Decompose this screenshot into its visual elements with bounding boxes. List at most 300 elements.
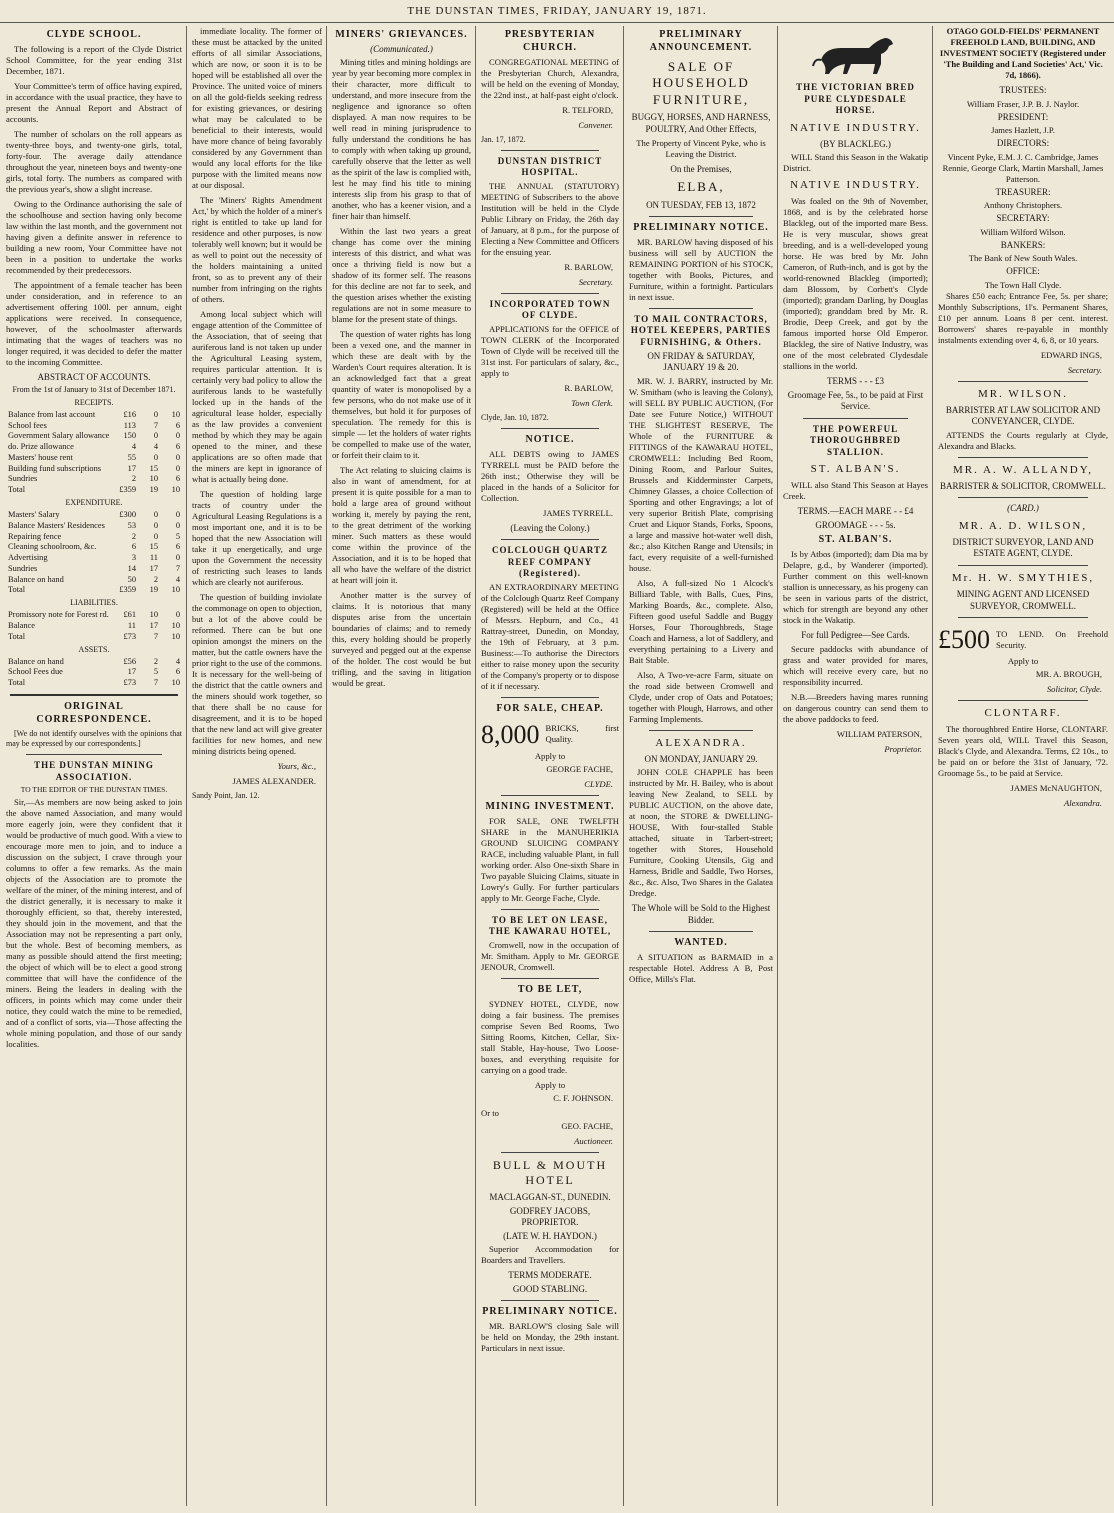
ad-title: Mr. H. W. SMYTHIES, bbox=[951, 571, 1095, 584]
expenditure-title: EXPENDITURE. bbox=[65, 497, 123, 507]
account-cell-s: 4 bbox=[153, 442, 158, 452]
horse-ad-title: THE VICTORIAN BRED PURE CLYDESDALE HORSE. bbox=[796, 82, 915, 116]
label: SECRETARY: bbox=[996, 213, 1050, 224]
ad-body: FOR SALE, ONE TWELFTH SHARE in the MANUHERIKIA GROUND SLUICING COMPANY RACE, including valuable Plant, in full working order. Also One-sixth Share in Two payable Sluicing Claims, situate in Lowry's Gully. For further particulars apply to Mr. George Fache, Clyde. bbox=[481, 815, 619, 903]
account-cell-s: 19 bbox=[149, 485, 158, 495]
ad-groomage: Groomage Fee, 5s., to be paid at First Service. bbox=[787, 389, 924, 412]
card-label: (CARD.) bbox=[1007, 503, 1039, 514]
ad-body: The Property of Vincent Pyke, who is Leaving the District. bbox=[636, 137, 766, 159]
account-cell-s: 15 bbox=[149, 463, 158, 473]
paragraph: Owing to the Ordinance authorising the sale of the schoolhouse and section having only become law within the last month, and the government not having given a definite answer in reference to building a new room, Your Committee have not been in a position to undertake the works recommended by their predecessors. bbox=[6, 198, 182, 275]
divider bbox=[803, 418, 908, 419]
account-cell-s: 7 bbox=[153, 678, 158, 688]
ad-date: Clyde, Jan. 10, 1872. bbox=[481, 412, 549, 422]
ad-or: Or to bbox=[481, 1107, 499, 1118]
ad-body: A SITUATION as BARMAID in a respectable Hotel. Address A B, Post Office, Mills's Flat. bbox=[629, 951, 773, 984]
loan-text: TO LEND. On Freehold Security. bbox=[996, 628, 1108, 650]
ad-title: PRESBYTERIAN CHURCH. bbox=[504, 29, 596, 53]
ad-groomage: GROOMAGE - - - 5s. bbox=[815, 519, 896, 530]
ad-date: ON MONDAY, JANUARY 29. bbox=[644, 753, 758, 764]
account-cell-s: 7 bbox=[153, 420, 158, 430]
column-5 bbox=[625, 26, 777, 1506]
divider bbox=[501, 150, 599, 151]
liabilities-title: LIABILITIES. bbox=[70, 598, 118, 608]
ad-body: CONGREGATIONAL MEETING of the Presbyterian Church, Alexandra, will be held on the evening of Monday, the 22nd inst., at half-past eight o'clock. bbox=[481, 56, 619, 100]
account-cell-d: 10 bbox=[171, 621, 180, 630]
ad-body: The thoroughbred Entire Horse, CLONTARF. Seven years old, WILL Travel this Season, Black's Clyde, and Alexandra. Terms, £2 10s., to be paid on or before the 31st of January, '72. Groomage 5s., to be paid at Service. bbox=[938, 724, 1108, 779]
ad-title: TO MAIL CONTRACTORS, HOTEL KEEPERS, PARTIES FURNISHING, & Others. bbox=[630, 313, 772, 347]
account-cell-item: Masters' Salary bbox=[8, 510, 60, 520]
liabilities-table bbox=[6, 610, 182, 642]
account-row bbox=[6, 585, 182, 596]
label: BANKERS: bbox=[1000, 239, 1046, 250]
ad-role: Alexandra. bbox=[1064, 798, 1102, 809]
account-cell-d: 0 bbox=[175, 431, 180, 441]
ad-proprietor: GODFREY JACOBS, PROPRIETOR. bbox=[509, 1205, 591, 1228]
ad-apply: Apply to bbox=[534, 1079, 566, 1090]
ad-stabling: GOOD STABLING. bbox=[512, 1283, 588, 1294]
account-cell-l: £300 bbox=[119, 510, 136, 520]
ad-signature: WILLIAM PATERSON, bbox=[836, 728, 922, 739]
account-cell-d: 10 bbox=[171, 631, 180, 641]
ad-body: Cromwell, now in the occupation of Mr. Smitham. Apply to Mr. GEORGE JENOUR, Cromwell. bbox=[481, 939, 619, 972]
account-row bbox=[6, 657, 182, 668]
ad-on: On the Premises, bbox=[670, 163, 732, 174]
account-cell-d: 10 bbox=[171, 585, 180, 595]
account-cell-item: School fees bbox=[8, 420, 47, 430]
account-cell-item: Total bbox=[8, 631, 26, 641]
abstract-title: ABSTRACT OF ACCOUNTS. bbox=[37, 371, 151, 382]
account-row bbox=[6, 521, 182, 532]
ad-pedigree: For full Pedigree—See Cards. bbox=[801, 630, 910, 641]
account-cell-l: 113 bbox=[123, 420, 136, 430]
paragraph: The appointment of a female teacher has been under consideration, and in reference to an advertisement offering 100l. per annum, eight applications were received. In consequence, however, of the schoolmaster afterwards intimating that the wages of teachers was no longer required, it was decided to defer the matter to the incoming Committee. bbox=[6, 279, 182, 367]
miners-grievances-title: MINERS' GRIEVANCES. bbox=[335, 29, 468, 40]
receipts-table bbox=[6, 410, 182, 496]
account-cell-d: 6 bbox=[175, 474, 180, 484]
letter-body: Sir,—As members are now being asked to join the above named Association, and many would more eagerly join, were they confident that it would be productive of much good. With a view to encourage more men to join, and to induce a discussion on the subject, I crave through your columns to offer a few remarks. As the main objects of the Association are to promote the welfare of the miner, of the mining interest, and of the district generally, it is necessary to make it thoroughly efficient, so that, thereby interested, they should join in the movement, and that the Association may not be representing a part only, but the whole. Best of becoming members, as many as possible should attend the first meeting; the object of which will be to elect a good strong committee that will have the confidence of the miners. Being the leaders in dealing with the officers, in points which may come under their notice, they could watch the mine to be remedied, and of a conflict of sorts, via—Those affecting the whole mining population, and those of our sandy localities. bbox=[6, 796, 182, 1049]
account-cell-item: Balance bbox=[8, 621, 35, 630]
account-row bbox=[6, 464, 182, 475]
page-header bbox=[0, 0, 1114, 23]
account-cell-item: Building fund subscriptions bbox=[8, 463, 102, 473]
account-cell-d: 0 bbox=[175, 553, 180, 563]
account-cell-l: 53 bbox=[127, 520, 136, 530]
divider bbox=[649, 730, 753, 731]
divider bbox=[958, 565, 1088, 566]
ad-signature: GEORGE FACHE, bbox=[546, 764, 613, 775]
ad-footer: The Whole will be Sold to the Highest Bidder. bbox=[631, 903, 771, 925]
ad-title: CLONTARF. bbox=[984, 707, 1062, 720]
ad-title: DUNSTAN DISTRICT HOSPITAL. bbox=[497, 155, 603, 178]
ad-place: ELBA, bbox=[677, 179, 725, 195]
value: The Town Hall Clyde. bbox=[984, 279, 1062, 290]
horse-name: ST. ALBAN'S. bbox=[810, 463, 901, 476]
label: TRUSTEES: bbox=[999, 85, 1047, 95]
account-cell-d: 7 bbox=[175, 563, 180, 573]
ad-signature: C. F. JOHNSON. bbox=[553, 1092, 613, 1103]
account-cell-l: 6 bbox=[131, 542, 136, 552]
ad-note: (Leaving the Colony.) bbox=[510, 522, 590, 533]
divider bbox=[649, 216, 753, 217]
ad-title: PRELIMINARY NOTICE. bbox=[482, 1306, 618, 1318]
page-title: THE DUNSTAN TIMES, FRIDAY, JANUARY 19, 1871. bbox=[407, 5, 707, 17]
horse-icon bbox=[811, 30, 901, 78]
account-cell-d: 6 bbox=[175, 542, 180, 552]
account-cell-d: 0 bbox=[175, 510, 180, 520]
ad-title: WANTED. bbox=[674, 937, 728, 949]
account-cell-d: 6 bbox=[175, 420, 180, 430]
divider bbox=[649, 931, 753, 932]
expenditure-table bbox=[6, 510, 182, 596]
ad-body: N.B.—Breeders having mares running on dangerous country can send them to the above paddocks to feed. bbox=[783, 691, 928, 724]
account-row bbox=[6, 632, 182, 643]
divider bbox=[501, 909, 599, 910]
receipts-title: RECEIPTS. bbox=[74, 397, 114, 407]
account-cell-s: 0 bbox=[153, 431, 158, 441]
account-cell-s: 17 bbox=[149, 563, 158, 573]
account-cell-l: 4 bbox=[131, 442, 136, 452]
account-row bbox=[6, 510, 182, 521]
account-row bbox=[6, 431, 182, 442]
account-cell-l: 17 bbox=[127, 667, 136, 677]
ad-title: PRELIMINARY ANNOUNCEMENT. bbox=[649, 29, 753, 53]
account-cell-d: 0 bbox=[175, 520, 180, 530]
account-row bbox=[6, 575, 182, 586]
ad-role: Solicitor, Clyde. bbox=[1046, 684, 1102, 695]
ad-body: Superior Accommodation for Boarders and Travellers. bbox=[481, 1244, 619, 1266]
account-cell-s: 17 bbox=[149, 621, 158, 630]
account-row bbox=[6, 442, 182, 453]
account-row bbox=[6, 621, 182, 632]
ad-terms: TERMS.—EACH MARE - - £4 bbox=[797, 506, 914, 517]
ad-body: AN EXTRAORDINARY MEETING of the Colclough Quartz Reef Company (Registered) will be held at the Office of Messrs. Hepburn, and Co., 41 Rattray-street, Dunedin, on Monday, the 19th of February, at 3 p.m. Business:—To authorise the Directors either to raise money upon the security of the Company's property or to dispose of it if necessary. bbox=[481, 581, 619, 691]
account-cell-l: 2 bbox=[131, 474, 136, 484]
letter-author: JAMES ALEXANDER. bbox=[232, 776, 316, 786]
account-row bbox=[6, 410, 182, 421]
account-cell-item: Balance on hand bbox=[8, 574, 64, 584]
account-cell-s: 15 bbox=[149, 542, 158, 552]
divider bbox=[958, 700, 1088, 701]
ad-signature: JAMES McNAUGHTON, bbox=[1010, 783, 1102, 794]
editorial-note: [We do not identify ourselves with the opinions that may be expressed by our correspondents.] bbox=[6, 728, 182, 748]
account-cell-item: Total bbox=[8, 585, 26, 595]
account-cell-item: Balance Masters' Residences bbox=[8, 520, 105, 530]
account-cell-item: Total bbox=[8, 485, 26, 495]
account-cell-item: Sundries bbox=[8, 563, 38, 573]
ad-body: Is by Atbos (imported); dam Dia ma by Delapre, g.d., by Wanderer (imported). Further comment on this well-known stallion is unnecessary, as his progeny can be seen in various parts of the district, which for strength are beyond any other stock in the Wakatip. bbox=[783, 549, 928, 626]
label: OFFICE: bbox=[1006, 266, 1040, 277]
ad-body: Secure paddocks with abundance of grass and water provided for mares, which will receive every care, but no responsibility incurred. bbox=[783, 643, 928, 687]
ad-title: INCORPORATED TOWN OF CLYDE. bbox=[489, 298, 611, 321]
bricks-text: BRICKS, first Quality. bbox=[545, 723, 619, 745]
account-cell-s: 5 bbox=[153, 667, 158, 677]
account-cell-d: 0 bbox=[175, 452, 180, 462]
ad-role: Auctioneer. bbox=[574, 1135, 613, 1146]
account-cell-s: 7 bbox=[153, 631, 158, 641]
ad-apply: Apply to bbox=[1007, 656, 1039, 667]
account-cell-d: 0 bbox=[175, 463, 180, 473]
account-cell-d: 10 bbox=[171, 485, 180, 495]
account-cell-l: 2 bbox=[131, 531, 136, 541]
divider bbox=[958, 381, 1088, 382]
account-cell-item: do. Prize allowance bbox=[8, 442, 74, 452]
ad-signature: R. BARLOW, bbox=[564, 382, 613, 393]
ad-subtitle: BARRISTER AT LAW SOLICITOR AND CONVEYANCER, CLYDE. bbox=[945, 404, 1101, 427]
account-cell-item: Promissory note for Forest rd. bbox=[8, 610, 109, 620]
account-cell-item: Balance on hand bbox=[8, 656, 64, 666]
ad-signature: MR. A. BROUGH, bbox=[1035, 669, 1102, 680]
column-rule bbox=[326, 26, 327, 1506]
account-row bbox=[6, 474, 182, 485]
ad-role: Convener. bbox=[578, 119, 613, 130]
account-cell-l: £73 bbox=[123, 631, 136, 641]
account-cell-s: 0 bbox=[153, 531, 158, 541]
label: TREASURER: bbox=[995, 186, 1051, 197]
ad-headline: SALE OF HOUSEHOLD FURNITURE, bbox=[652, 58, 750, 107]
column-rule bbox=[777, 26, 778, 1506]
column-4 bbox=[477, 26, 623, 1506]
account-cell-l: £61 bbox=[123, 610, 136, 620]
paragraph: The Act relating to sluicing claims is also in want of amendment, for at present it is quite possible for a man to hold a large area of ground without working it, merely by paying the rent, to the great detriment of the working miner. Such matters as these would come within the province of the Association, and it is to be hoped that all who have the welfare of the district at heart will join it. bbox=[332, 465, 471, 586]
ad-body: MR. W. J. BARRY, instructed by Mr. W. Smitham (who is leaving the Colony), will SELL BY PUBLIC AUCTION, (For Date see Future Notice,) WITHOUT THE SLIGHTEST RESERVE, The Whole of the FURNITURE & FITTINGS of the KAWARAU HOTEL, CROMWELL: Including Bed Room, Dining Room, and Parlour Suites, Brussels and Kidderminster Carpets, Chimney Glasses, a choice Collection of Sporting and other Engravings; a lot of very superior British Plate, comprising Cruet and Liquor Stands, Forks, Spoons, a large and massive hot-water well dish, &c.; also Kitchen Range and Utensils; in fact, every requisite of a well-furnished house. bbox=[629, 375, 773, 573]
divider bbox=[501, 539, 599, 540]
ad-title: PRELIMINARY NOTICE. bbox=[633, 222, 769, 234]
original-correspondence-title: ORIGINAL CORRESPONDENCE. bbox=[36, 700, 152, 725]
ad-body: MR. BARLOW having disposed of his business will sell by AUCTION the REMAINING PORTION of his STOCK, together with Books, Pictures, and Furniture, within a fortnight. Particulars in next issue. bbox=[629, 236, 773, 302]
ad-body: ATTENDS the Courts regularly at Clyde, Alexandra and Blacks. bbox=[938, 429, 1108, 451]
divider bbox=[958, 497, 1088, 498]
account-cell-l: 55 bbox=[127, 452, 136, 462]
paragraph: Another matter is the survey of claims. It is notorious that many disputes arise from the uncertain boundaries of claims; and to remedy this, every holding should be properly surveyed and pegged out at the expense of the holder. The cost would be but trifling, and the saving in litigation would be great. bbox=[332, 590, 471, 689]
account-cell-s: 11 bbox=[149, 553, 158, 563]
ad-date: Jan. 17, 1872. bbox=[481, 134, 526, 144]
value: Vincent Pyke, E.M. J. C. Cambridge, James Rennie, George Clark, Martin Marshall, James Patterson. bbox=[942, 151, 1104, 184]
ad-apply: Apply to bbox=[534, 751, 566, 762]
account-cell-l: £16 bbox=[123, 409, 136, 419]
column-rule bbox=[186, 26, 187, 1506]
column-rule bbox=[932, 26, 933, 1506]
ad-title: ALEXANDRA. bbox=[655, 736, 747, 749]
letter-title: THE DUNSTAN MINING ASSOCIATION. bbox=[34, 760, 154, 782]
letter-to: TO THE EDITOR OF THE DUNSTAN TIMES. bbox=[20, 785, 168, 795]
account-cell-l: £359 bbox=[119, 585, 136, 595]
account-row bbox=[6, 678, 182, 689]
account-cell-s: 19 bbox=[149, 585, 158, 595]
ad-body: WILL also Stand This Season at Hayes Creek. bbox=[783, 480, 928, 502]
value: The Bank of New South Wales. bbox=[968, 253, 1078, 264]
ad-body: Was foaled on the 9th of November, 1868, and is by the celebrated horse Blackleg, out of the imported mare Bess. He is very muscular, shows great breeding, and is a well-developed young horse. He was bred by Mr. John Cameron, of Ruth-inch, and is got by the world-renowned Blackleg (imported); dam Blossom, by Corbett's Clyde (imported); grandam Darling, by Douglas (imported); granddam bred by Mr. R. Brodie, Deep Creek, and got by the famous imported horse Old Emperor. Blackleg, the sire of Native Industry, was one of the most celebrated Clydesdale stallions in the world. bbox=[783, 196, 928, 372]
account-cell-d: 6 bbox=[175, 442, 180, 452]
account-cell-l: 11 bbox=[127, 621, 136, 630]
column-1 bbox=[2, 26, 186, 1506]
ad-title: BULL & MOUTH HOTEL bbox=[492, 1157, 608, 1188]
account-cell-item: School Fees due bbox=[8, 667, 63, 677]
account-cell-l: 14 bbox=[127, 563, 136, 573]
ad-body: JOHN COLE CHAPPLE has been instructed by Mr. H. Bailey, who is about leaving New Zealand, to SELL by PUBLIC AUCTION, on the above date, at noon, the STORE & DWELLING-HOUSE, With four-stalled Stable attached, situate in Tarbert-street; together with Stores, Household Furniture, Cooking Utensils, Gig and Harness, Bridle and Saddle, Two Horses, &c., &c. Also, Two Shares in the Galatea Dredge. bbox=[629, 767, 773, 899]
ad-role: Proprietor. bbox=[884, 743, 922, 754]
ad-title: MR. WILSON. bbox=[978, 387, 1068, 400]
paragraph: The question of water rights has long been a vexed one, and the manner in which these are dealt with by the Warden's Court requires alteration. It is an acknowledged fact that a great quantity of water is monopolised by a few persons, who do not make use of it themselves, but hold it for purposes of speculation. The remedy for this is simple — let the holders of water rights be compelled to make use of the water, or forfeit their claim to it. bbox=[332, 329, 471, 461]
ad-title: COLCLOUGH QUARTZ REEF COMPANY (Registered). bbox=[492, 545, 608, 579]
ad-body: Shares £50 each; Entrance Fee, 5s. per share; Monthly Subscriptions, 1l's. Permanent Shares, £10 per annum. Loans 8 per cent. interest. Borrowers' shares re-payable in monthly instalments extending over 4, 6, 8, or 10 years. bbox=[938, 290, 1108, 345]
account-cell-item: Advertising bbox=[8, 553, 48, 563]
ad-terms: TERMS - - - £3 bbox=[827, 376, 884, 387]
account-cell-l: £73 bbox=[123, 678, 136, 688]
account-cell-d: 4 bbox=[175, 574, 180, 584]
account-cell-item: Balance from last account bbox=[8, 409, 96, 419]
ad-subtitle: BARRISTER & SOLICITOR, CROMWELL. bbox=[939, 480, 1107, 491]
account-cell-s: 0 bbox=[153, 452, 158, 462]
account-cell-item: Masters' house rent bbox=[8, 452, 73, 462]
ad-body: Also, A Two-ve-acre Farm, situate on the road side between Cromwell and Clyde, under crop of Oats and Potatoes; together with Plough, Harrows, and other Farming Implements. bbox=[629, 669, 773, 724]
letter-signoff: Yours, &c., bbox=[277, 761, 316, 771]
paragraph: immediate locality. The former of these must be attacked by the united efforts of all similar Associations, which are now, or soon it is to be hoped will be established all over the Province. The united voice of miners on all the gold-fields seeking redress for existing grievances, or desiring what may be calculated to be beneficial to their interests, would have more chance of being favorably considered by any Government than would any local efforts for the like purpose with the limited means now at our disposal. bbox=[192, 26, 322, 190]
horse-sire: (BY BLACKLEG.) bbox=[820, 138, 891, 149]
ad-body: Also, A full-sized No 1 Alcock's Billiard Table, with Balls, Cues, Pins, Marking Boards, &c., complete. Also, Fifteen good useful Saddle and Buggy Horses, Four Thoroughbreds, Stage Coach and Harness, a lot of Saddlery, and everything pertaining to a Livery and Bait Stable. bbox=[629, 577, 773, 665]
account-cell-item: Government Salary allowance bbox=[8, 431, 110, 441]
account-row bbox=[6, 610, 182, 621]
divider bbox=[26, 754, 162, 755]
assets-title: ASSETS. bbox=[78, 644, 110, 654]
account-cell-d: 6 bbox=[175, 667, 180, 677]
paragraph: Your Committee's term of office having expired, in accordance with the usual practice, they have to present the Annual Report and Abstract of accounts. bbox=[6, 80, 182, 124]
ad-title: THE POWERFUL THOROUGHBRED STALLION. bbox=[809, 423, 901, 457]
account-cell-d: 4 bbox=[175, 656, 180, 666]
divider bbox=[649, 308, 753, 309]
ad-subtitle: MINING AGENT AND LICENSED SURVEYOR, CROMWELL. bbox=[956, 589, 1090, 611]
ad-title: NOTICE. bbox=[525, 434, 575, 446]
abstract-subtitle: From the 1st of January to 31st of December 1871. bbox=[12, 385, 176, 395]
ad-role: Secretary. bbox=[1067, 364, 1102, 375]
divider bbox=[501, 1152, 599, 1153]
ad-subtitle: DISTRICT SURVEYOR, LAND AND ESTATE AGENT, CLYDE. bbox=[952, 536, 1094, 559]
account-cell-s: 10 bbox=[149, 474, 158, 484]
account-cell-s: 0 bbox=[153, 510, 158, 520]
assets-table bbox=[6, 657, 182, 689]
account-row bbox=[6, 421, 182, 432]
column-2 bbox=[188, 26, 326, 1506]
ad-title: FOR SALE, CHEAP. bbox=[496, 702, 604, 714]
value: William Wilford Wilson. bbox=[980, 226, 1066, 237]
column-rule bbox=[623, 26, 624, 1506]
ad-body: SYDNEY HOTEL, CLYDE, now doing a fair business. The premises comprise Seven Bed Rooms, Two Sitting Rooms, Kitchen, Cellar, Six-stall Stable, Hay-house, Two Loose-boxes, and everything requisite for carrying on a good trade. bbox=[481, 998, 619, 1075]
loan-ad bbox=[938, 623, 1108, 656]
ad-body: ALL DEBTS owing to JAMES TYRRELL must be PAID before the 26th inst.; Otherwise they will be placed in the hands of a Solicitor for Collection. bbox=[481, 448, 619, 503]
account-cell-item: Repairing fence bbox=[8, 531, 62, 541]
paragraph: The following is a report of the Clyde District School Committee, for the year ending 31st December, 1871. bbox=[6, 43, 182, 76]
ad-subtitle: MACLAGGAN-ST., DUNEDIN. bbox=[489, 1192, 611, 1203]
account-row bbox=[6, 542, 182, 553]
account-row bbox=[6, 453, 182, 464]
paragraph: The question of holding large tracts of country under the Agricultural Leasing Regulations is a most important one, and it is to be hoped that the new Association will take it up energetically, and urge upon the Government the necessity of restricting such leases to lands which are clearly not auriferous. bbox=[192, 489, 322, 587]
account-cell-l: 3 bbox=[131, 553, 136, 563]
horse-name: NATIVE INDUSTRY. bbox=[790, 179, 921, 192]
ad-body: APPLICATIONS for the OFFICE of TOWN CLERK of the Incorporated Town of Clyde will be received till the 31st inst. For particulars of salary, &c., apply to bbox=[481, 323, 619, 378]
ad-place: CLYDE. bbox=[584, 779, 613, 790]
account-row bbox=[6, 485, 182, 496]
ad-body: MR. BARLOW'S closing Sale will be held on Monday, the 29th instant. Particulars in next issue. bbox=[481, 1321, 619, 1354]
paragraph: Within the last two years a great change has come over the mining interests of this district, and what was once a thriving field is now but a shadow of its former self. The reasons for this decline are not far to seek, and the question arises whether the existing regulations are not in some measure to blame for the present state of things. bbox=[332, 226, 471, 325]
account-cell-l: £56 bbox=[123, 656, 136, 666]
ad-role: Town Clerk. bbox=[571, 397, 613, 408]
bricks-ad bbox=[481, 718, 619, 751]
account-cell-l: 150 bbox=[123, 431, 136, 441]
paragraph: The question of building inviolate the commonage on open to objection, but a lot of the above could be reformed. There can be but one opinion amongst the miners on the matter, but the cattle owners have the prior right to the use of the commons. It is necessary for the well-being of the district that the cattle owners and the miners should work together, so that there shall be no cause for disagreement, and it is to be hoped that the new land act will give greater facilities for new homes, and new mining districts being opened. bbox=[192, 592, 322, 756]
label: PRESIDENT: bbox=[997, 111, 1049, 122]
account-cell-d: 10 bbox=[171, 409, 180, 419]
value: Anthony Christophers. bbox=[983, 200, 1063, 211]
ad-signature: R. TELFORD, bbox=[562, 104, 613, 115]
column-6 bbox=[779, 26, 932, 1506]
horse-name: NATIVE INDUSTRY. bbox=[790, 121, 921, 134]
ad-date: ON TUESDAY, FEB 13, 1872 bbox=[646, 199, 756, 210]
account-row bbox=[6, 564, 182, 575]
bricks-quantity: 8,000 bbox=[481, 719, 540, 749]
column-rule bbox=[475, 26, 476, 1506]
paragraph: Among local subject which will engage attention of the Committee of the Association, that of seeing that auriferous land is not taken up under the Agricultural Leasing system, requires particular attention. It is certainly very bad policy to allow the auriferous lands to be wastefully locked up in the hands of the agricultural lease holder, especially as the law provides a convenient method by which they may be again opened to the miner, and these applications are so often made that the miners are kept in ignorance of what is actually being done. bbox=[192, 309, 322, 484]
divider bbox=[501, 1300, 599, 1301]
ad-title: MR. A. D. WILSON, bbox=[958, 519, 1088, 532]
paragraph: The number of scholars on the roll appears as twenty-three boys, and twenty-one girls, total, forty-four. The average daily attendance throughout the year, nineteen boys and twenty-one girls, total forty. The numbers as compared with the previous year's, show a slight increase. bbox=[6, 128, 182, 194]
label: DIRECTORS: bbox=[996, 138, 1050, 149]
ad-signature: EDWARD INGS, bbox=[1040, 349, 1102, 360]
ad-signature: JAMES TYRRELL. bbox=[542, 507, 613, 518]
account-cell-s: 2 bbox=[153, 574, 158, 584]
ad-date: ON FRIDAY & SATURDAY, JANUARY 19 & 20. bbox=[647, 350, 755, 373]
ad-title: OTAGO GOLD-FIELDS' PERMANENT FREEHOLD LAND, BUILDING, AND INVESTMENT SOCIETY (Registered under 'The Building and Land Societies' Act,' Vic. 7d, 1866). bbox=[939, 26, 1107, 80]
account-cell-item: Cleaning schoolroom, &c. bbox=[8, 542, 97, 552]
paragraph: Mining titles and mining holdings are year by year becoming more complex in their character, more difficult to understand, and more insecure from the negligence and ignorance so often displayed. A man now requires to be well read in mining jurisprudence to fully understand the conditions he has to comply with when taking up ground, carefully observe that the letter as well as the spirit of the law is complied with, lest he may find his title to mining interests slip from his grasp to that of another, who has a keener vision, and a finer hair than himself. bbox=[332, 57, 471, 222]
loan-amount: £500 bbox=[938, 625, 990, 655]
ad-terms: TERMS MODERATE. bbox=[508, 1270, 592, 1281]
account-cell-d: 0 bbox=[175, 610, 180, 620]
ad-title: MR. A. W. ALLANDY, bbox=[952, 463, 1093, 476]
account-row bbox=[6, 553, 182, 564]
ad-title: TO BE LET, bbox=[517, 983, 583, 995]
ad-body: THE ANNUAL (STATUTORY) MEETING of Subscribers to the above Institution will be held in the Clyde Public Library on Friday, the 26th day of January, at 8 p.m., for the purpose of Electing a New Committee and Officers for the ensuing year. bbox=[481, 180, 620, 257]
account-cell-item: Total bbox=[8, 678, 26, 688]
account-cell-item: Sundries bbox=[8, 474, 38, 484]
column-3 bbox=[328, 26, 475, 1506]
account-cell-l: £359 bbox=[119, 485, 136, 495]
divider bbox=[501, 697, 599, 698]
divider bbox=[501, 428, 599, 429]
ad-signature: GEO. FACHE, bbox=[561, 1120, 613, 1131]
account-cell-d: 10 bbox=[171, 678, 180, 688]
paragraph: The 'Miners' Rights Amendment Act,' by which the holder of a miner's right is entitled to take up land for residence and other purposes, is now tolerably well known; but it would be as well to point out the necessity of the holders maintaining a united front, so as to prevent any of their number from infringing on the rights of others. bbox=[192, 195, 322, 304]
divider bbox=[501, 795, 599, 796]
divider bbox=[958, 457, 1088, 458]
ad-subtitle: BUGGY, HORSES, AND HARNESS, POULTRY, And Other Effects, bbox=[631, 112, 771, 134]
horse-name: ST. ALBAN'S. bbox=[818, 534, 893, 546]
account-row bbox=[6, 532, 182, 543]
value: James Hazlett, J.P. bbox=[991, 125, 1055, 136]
clyde-school-title: CLYDE SCHOOL. bbox=[46, 29, 142, 40]
ad-title: MINING INVESTMENT. bbox=[485, 801, 615, 813]
divider bbox=[10, 694, 178, 696]
ad-late: (LATE W. H. HAYDON.) bbox=[503, 1230, 597, 1241]
communicated-note: (Communicated.) bbox=[370, 43, 433, 54]
divider bbox=[958, 617, 1088, 618]
divider bbox=[501, 293, 599, 294]
account-cell-s: 0 bbox=[153, 520, 158, 530]
account-cell-d: 5 bbox=[175, 531, 180, 541]
ad-signature: R. BARLOW, bbox=[564, 261, 613, 272]
ad-title: TO BE LET ON LEASE, THE KAWARAU HOTEL, bbox=[488, 914, 612, 937]
letter-place: Sandy Point, Jan. 12. bbox=[192, 791, 260, 800]
ad-role: Secretary. bbox=[578, 276, 613, 287]
